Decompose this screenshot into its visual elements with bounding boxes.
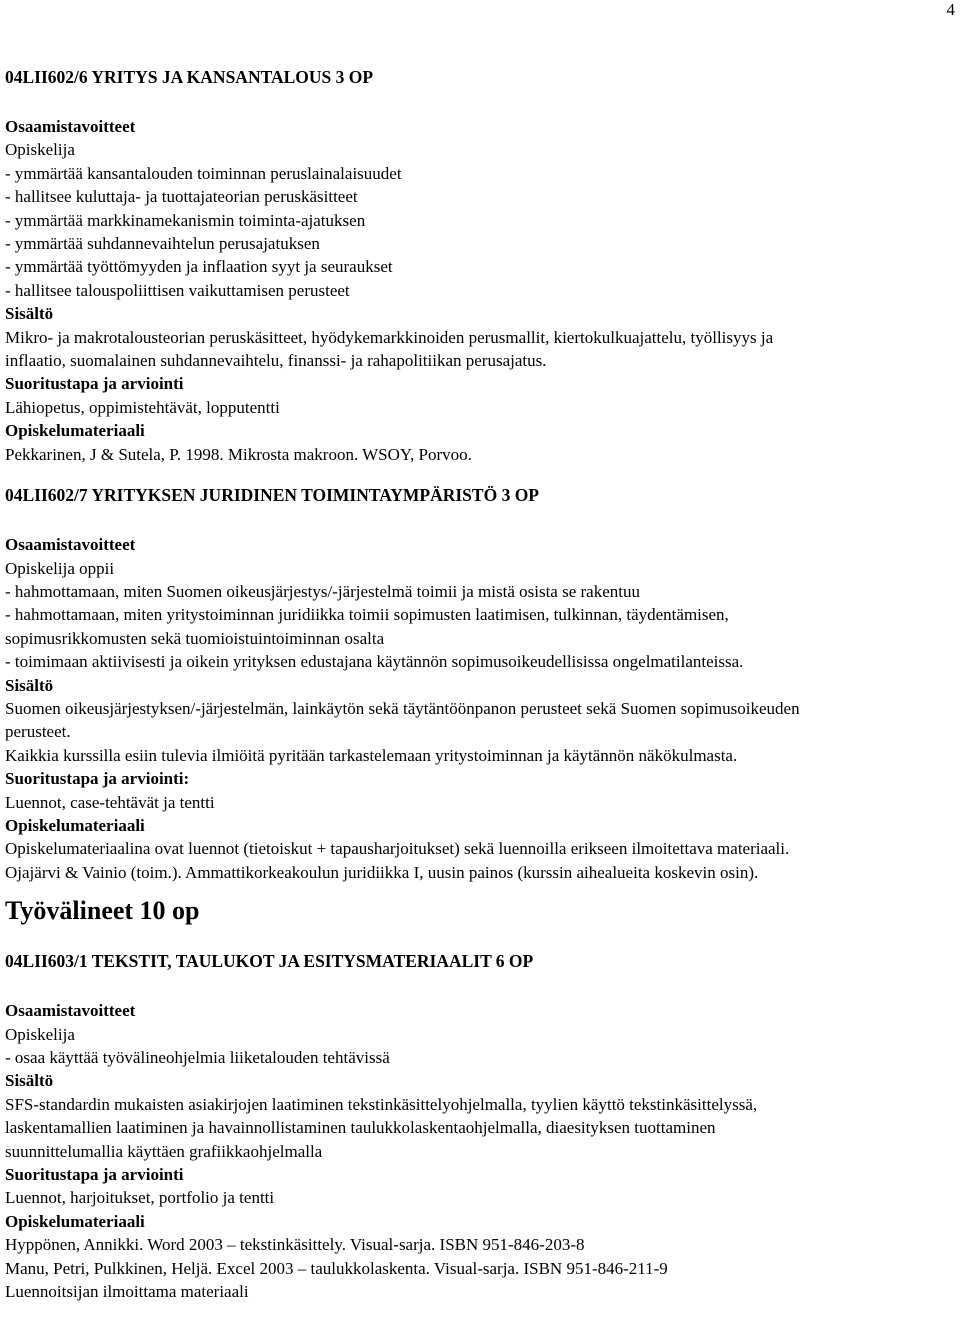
text-line: - ymmärtää markkinamekanismin toiminta-ajatuksen — [5, 210, 366, 230]
text-line: Opiskelija — [5, 1024, 75, 1044]
section-title: Työvälineet 10 op — [5, 896, 200, 926]
text-line: inflaatio, suomalainen suhdannevaihtelu, finanssi- ja rahapolitiikan perusajatus. — [5, 351, 547, 371]
course-section — [5, 950, 957, 1303]
text-line: Kaikkia kurssilla esiin tulevia ilmiöitä pyritään tarkastelemaan yritystoiminnan ja käytännön näkökulmasta. — [5, 745, 738, 765]
text-line: - osaa käyttää työvälineohjelmia liiketalouden tehtävissä — [5, 1048, 390, 1067]
text-line: suunnittelumallia käyttäen grafiikkaohjelmalla — [5, 1141, 323, 1161]
text-line: Mikro- ja makrotalousteorian peruskäsitteet, hyödykemarkkinoiden perusmallit, kiertokulkuajattelu, työllisyys ja — [5, 327, 774, 347]
course-group-1 — [5, 66, 957, 884]
text-line: - hahmottamaan, miten Suomen oikeusjärjestys/-järjestelmä toimii ja mistä osista se rakentuu — [5, 581, 640, 601]
text-line: - ymmärtää suhdannevaihtelun perusajatuksen — [5, 234, 320, 254]
text-line: - toimimaan aktiivisesti ja oikein yrityksen edustajana käytännön sopimusoikeudellisissa ongelmatilanteissa. — [5, 652, 744, 672]
subsection-heading: Osaamistavoitteet — [5, 1001, 136, 1021]
course-section — [5, 484, 957, 884]
page-number: 4 — [946, 0, 955, 19]
subsection-heading: Suoritustapa ja arviointi — [5, 1165, 184, 1185]
subsection-heading: Suoritustapa ja arviointi: — [5, 769, 190, 789]
subsection-heading: Osaamistavoitteet — [5, 535, 136, 555]
document-body — [5, 66, 957, 1303]
text-line: Luennot, case-tehtävät ja tentti — [5, 792, 215, 812]
text-line: Opiskelija oppii — [5, 558, 115, 578]
course-title: 04LII602/6 YRITYS JA KANSANTALOUS 3 OP — [5, 67, 374, 87]
text-line: sopimusrikkomusten sekä tuomioistuintoiminnan osalta — [5, 628, 385, 648]
course-title: 04LII603/1 TEKSTIT, TAULUKOT JA ESITYSMATERIAALIT 6 OP — [5, 951, 534, 972]
text-line: Pekkarinen, J & Sutela, P. 1998. Mikrosta makroon. WSOY, Porvoo. — [5, 444, 472, 464]
course-title: 04LII602/7 YRITYKSEN JURIDINEN TOIMINTAYMPÄRISTÖ 3 OP — [5, 485, 539, 506]
text-line: - ymmärtää kansantalouden toiminnan peruslainalaisuudet — [5, 163, 402, 183]
text-line: - ymmärtää työttömyyden ja inflaation syyt ja seuraukset — [5, 257, 393, 277]
subsection-heading: Opiskelumateriaali — [5, 1211, 145, 1231]
text-line: Suomen oikeusjärjestyksen/-järjestelmän, lainkäytön sekä täytäntöönpanon perusteet sekä Suomen sopimusoikeuden — [5, 698, 800, 718]
subsection-heading: Suoritustapa ja arviointi — [5, 374, 184, 394]
text-line: - hahmottamaan, miten yritystoiminnan juridiikka toimii sopimusten laatimisen, tulkinnan, täydentämisen, — [5, 605, 729, 625]
text-line: Opiskelumateriaalina ovat luennot (tietoiskut + tapausharjoitukset) sekä luennoilla erikseen ilmoitettava materiaali. — [5, 839, 790, 859]
text-line: Manu, Petri, Pulkkinen, Heljä. Excel 2003 – taulukkolaskenta. Visual-sarja. ISBN 951-846-211-9 — [5, 1258, 668, 1278]
text-line: Opiskelija — [5, 140, 75, 160]
subsection-heading: Osaamistavoitteet — [5, 117, 136, 136]
text-line: Luennoitsijan ilmoittama materiaali — [5, 1282, 249, 1302]
course-group-2 — [5, 950, 957, 1303]
subsection-heading: Sisältö — [5, 675, 54, 695]
text-line: - hallitsee kuluttaja- ja tuottajateorian peruskäsitteet — [5, 187, 358, 207]
text-line: Luennot, harjoitukset, portfolio ja tentti — [5, 1188, 275, 1208]
text-line: - hallitsee talouspoliittisen vaikuttamisen perusteet — [5, 280, 350, 300]
text-line: perusteet. — [5, 722, 71, 742]
text-line: Hyppönen, Annikki. Word 2003 – tekstinkäsittely. Visual-sarja. ISBN 951-846-203-8 — [5, 1235, 585, 1255]
text-line: Lähiopetus, oppimistehtävät, lopputentti — [5, 397, 280, 417]
subsection-heading: Sisältö — [5, 1071, 54, 1091]
subsection-heading: Opiskelumateriaali — [5, 815, 145, 835]
subsection-heading: Sisältö — [5, 304, 54, 324]
text-line: SFS-standardin mukaisten asiakirjojen laatiminen tekstinkäsittelyohjelmalla, tyylien käyttö tekstinkäsittelyssä, — [5, 1094, 758, 1114]
text-line: Ojajärvi & Vainio (toim.). Ammattikorkeakoulun juridiikka I, uusin painos (kurssin aihealueita koskevin osin). — [5, 862, 759, 882]
text-line: laskentamallien laatiminen ja havainnollistaminen taulukkolaskentaohjelmalla, diaesityksen tuottaminen — [5, 1118, 716, 1138]
subsection-heading: Opiskelumateriaali — [5, 421, 145, 441]
course-section — [5, 66, 957, 466]
